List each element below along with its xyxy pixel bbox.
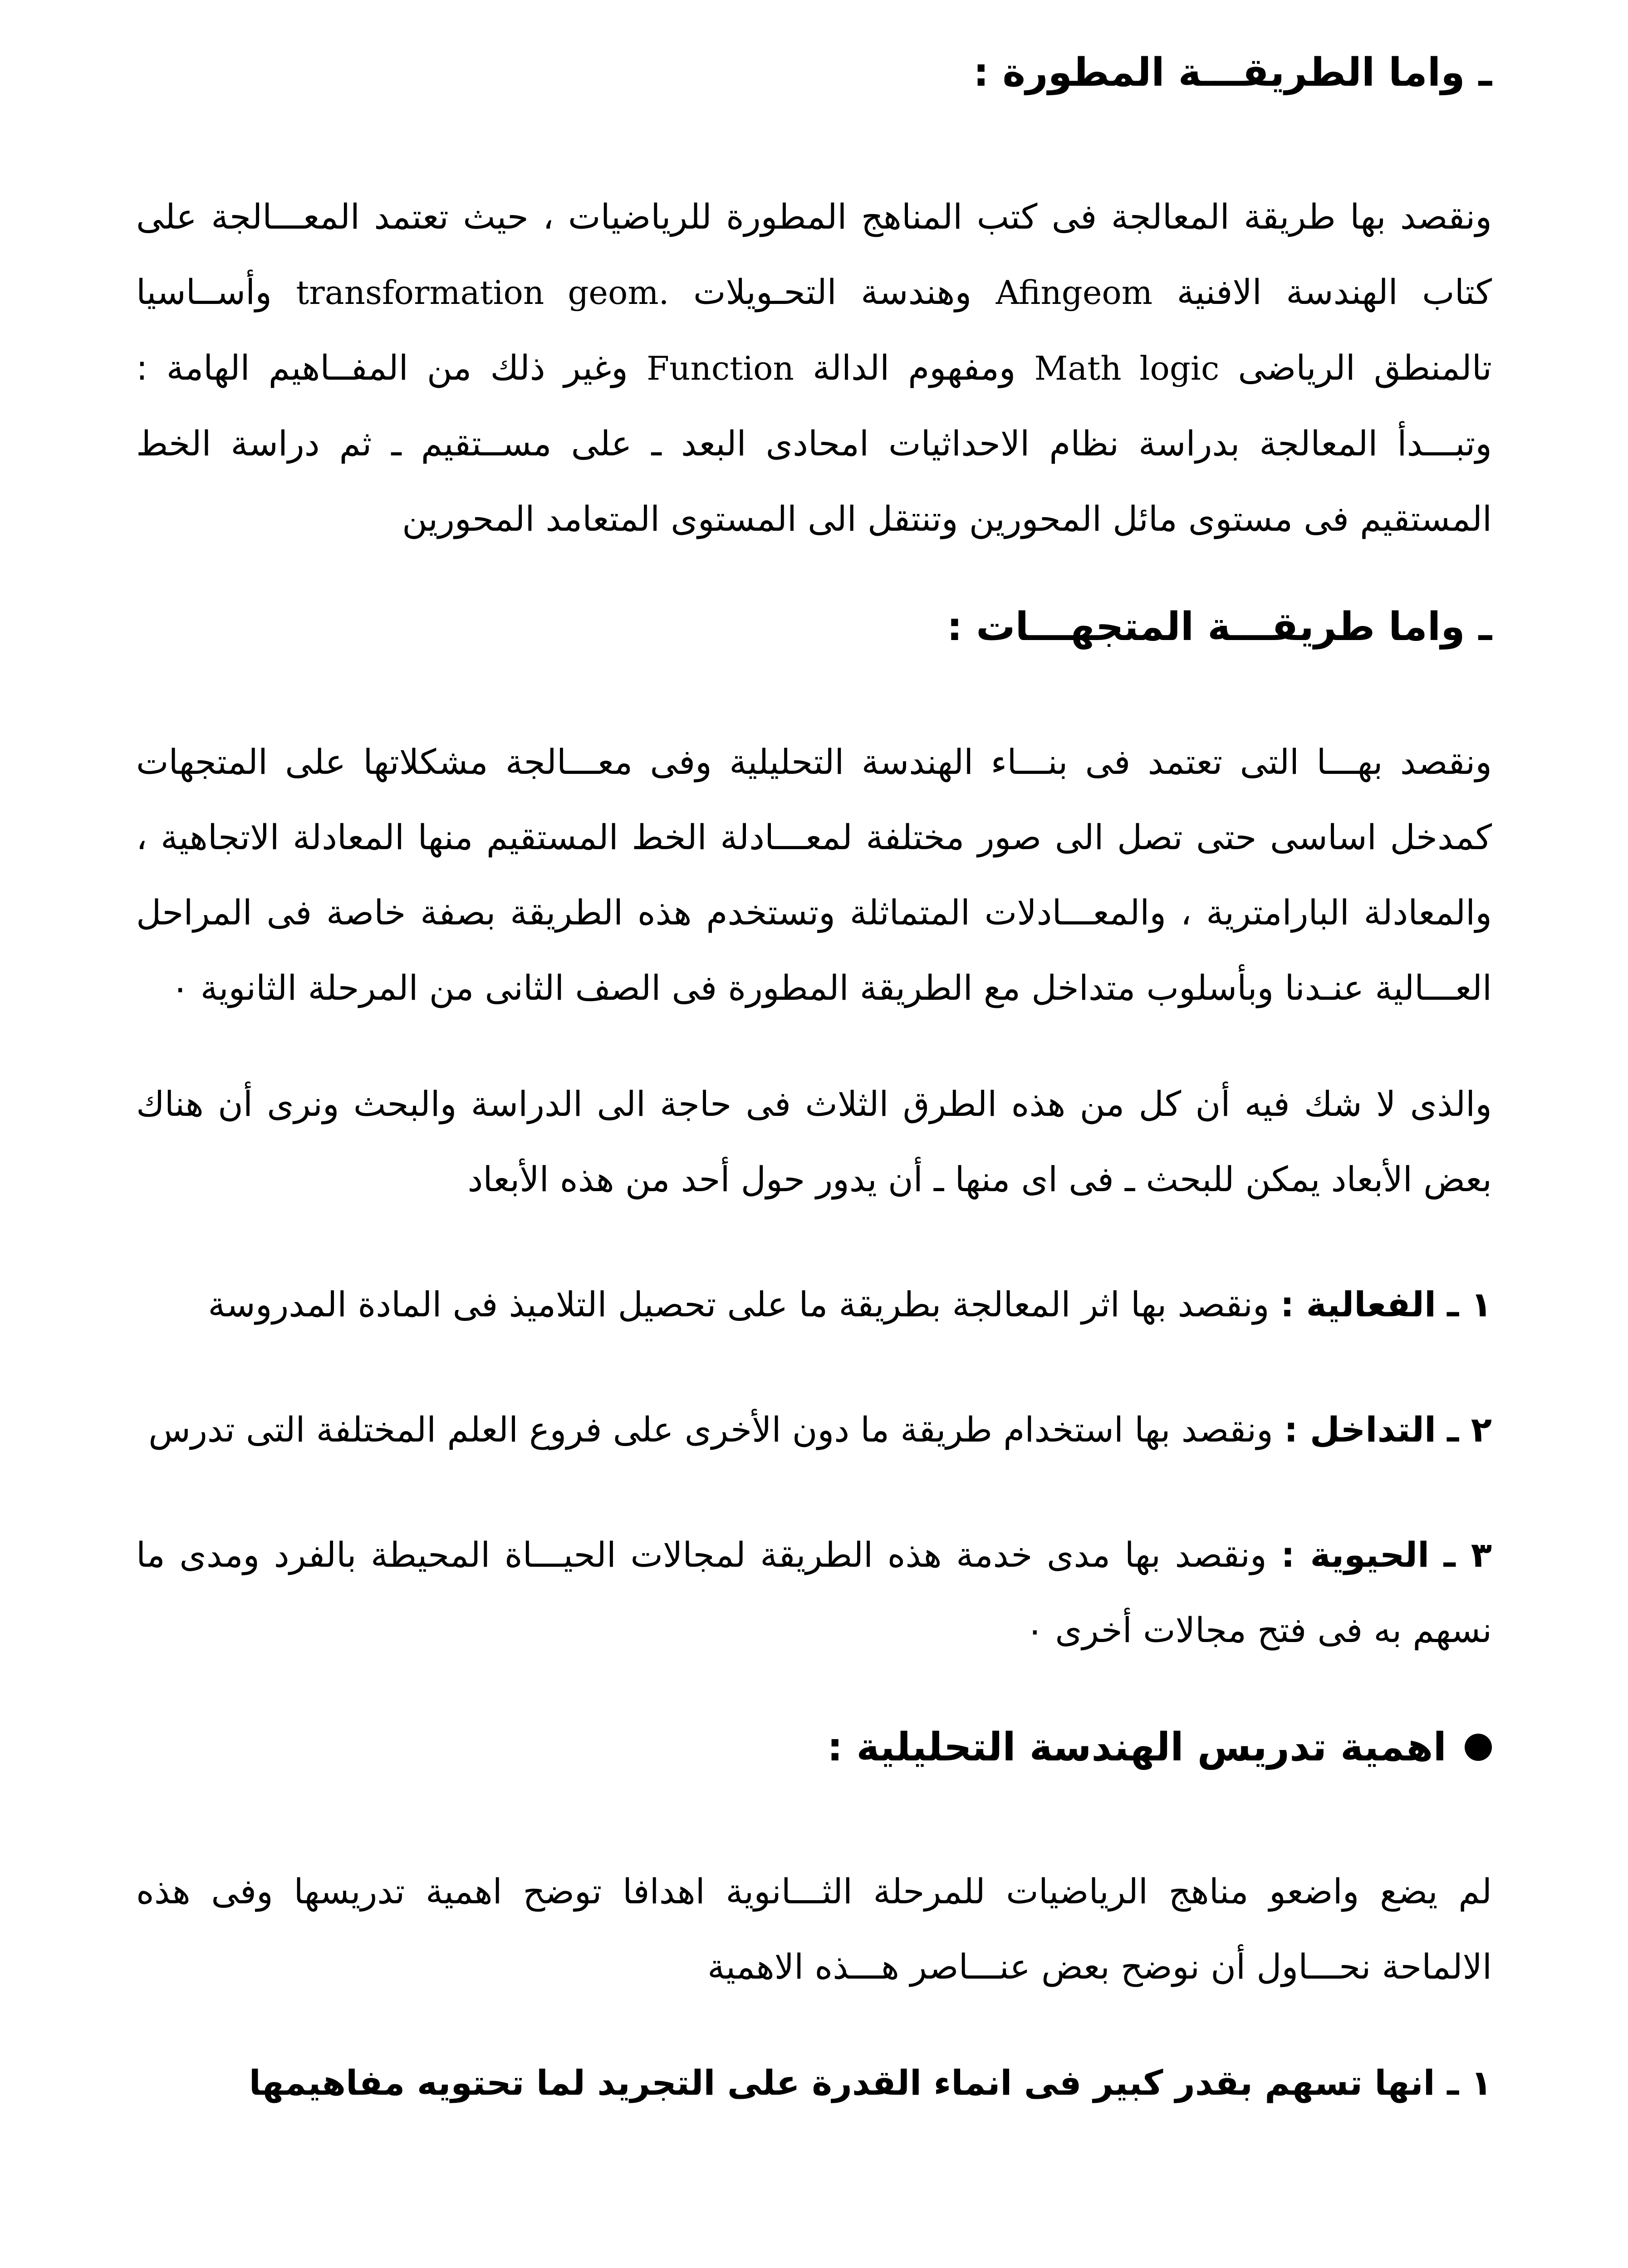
importance-item-1: ١ ـ انها تسهم بقدر كبير فى انماء القدرة على التجريد لما تحتويه مفاهيمها [249, 2063, 1492, 2103]
paragraph-three-methods: والذى لا شك فيه أن كل من هذه الطرق الثلاث فى حاجة الى الدراسة والبحث ونرى أن هناك بعض الأبعاد يمكن للبحث ـ فى اى منها ـ أن يدور حول أحد من هذه الأبعاد [136, 1084, 1492, 1199]
dimension-item-overlap [136, 1392, 1492, 1467]
dimension-number: ٣ ـ [1443, 1535, 1492, 1575]
dimension-term: الحيوية : [1281, 1535, 1430, 1575]
dimension-text: ونقصد بها مدى خدمة هذه الطريقة لمجالات الحيـــاة المحيطة بالفرد ومدى ما نسهم به فى فتح مجالات أخرى ٠ [136, 1535, 1492, 1650]
heading-importance [136, 1718, 1492, 1777]
heading-vectors-method: ـ واما طريقـــة المتجهـــات : [946, 604, 1492, 650]
developed-text-i: وغير ذلك من المفــاهيم الهامة : وتبـــدأ المعالجة بدراسة نظام الاحداثيات امحادى البعد ـ على مســتقيم ـ ثم دراسة الخط المستقيم فى مستوى مائل المحورين وتنتقل الى المستوى المتعامد المحورين [136, 347, 1492, 539]
dimension-item-effectiveness [136, 1267, 1492, 1342]
heading-developed-method: ـ واما الطريقـــة المطورة : [973, 50, 1492, 95]
developed-text-g: ومفهوم الدالة [813, 347, 1016, 388]
bullet-icon [1465, 1734, 1492, 1761]
dimension-text: ونقصد بها اثر المعالجة بطريقة ما على تحصيل التلاميذ فى المادة المدروسة [208, 1284, 1270, 1325]
term-math-logic: Math logic [1034, 349, 1220, 387]
paragraph-vectors-method: ونقصد بهـــا التى تعتمد فى بنـــاء الهندسة التحليلية وفى معـــالجة مشكلاتها على المتجهات كمدخل اساسى حتى تصل الى صور مختلفة لمعـــادلة الخط المستقيم منها المعادلة الاتجاهية ، والمعادلة البارامترية ، والمعـــادلات المتماثلة وتستخدم هذه الطريقة بصفة خاصة فى المراحل العـــالية عنـدنا وبأسلوب متداخل مع الطريقة المطورة فى الصف الثانى من المرحلة الثانوية ٠ [136, 742, 1492, 1008]
dimension-text: ونقصد بها استخدام طريقة ما دون الأخرى على فروع العلم المختلفة التى تدرس [148, 1409, 1273, 1450]
dimension-number: ٢ ـ [1447, 1409, 1492, 1450]
developed-text-e: وأســاسيا تالمنطق الرياضى [136, 272, 1492, 388]
paragraph-developed-method [136, 179, 1492, 557]
term-transformation-geom: transformation geom. [296, 274, 669, 312]
term-afingeom: Afingeom [995, 274, 1153, 312]
dimension-item-vitality [136, 1517, 1492, 1668]
dimension-term: الفعالية : [1280, 1284, 1436, 1325]
term-function: Function [647, 349, 794, 387]
developed-text-c: وهندسة التحـويلات [693, 272, 972, 312]
dimension-number: ١ ـ [1447, 1284, 1492, 1325]
paragraph-importance: لم يضع واضعو مناهج الرياضيات للمرحلة الثـــانوية اهدافا توضح اهمية تدريسها وفى هذه الالماحة نحـــاول أن نوضح بعض عنـــاصر هـــذه الاهمية [136, 1871, 1492, 1987]
heading-importance-text: اهمية تدريس الهندسة التحليلية : [827, 1725, 1447, 1770]
dimension-term: التداخل : [1284, 1409, 1436, 1450]
developed-text-a: ونقصد بها طريقة المعالجة فى كتب المناهج المطورة للرياضيات ، حيث تعتمد المعـــالجة على كتاب الهندسة الافنية [136, 196, 1492, 312]
